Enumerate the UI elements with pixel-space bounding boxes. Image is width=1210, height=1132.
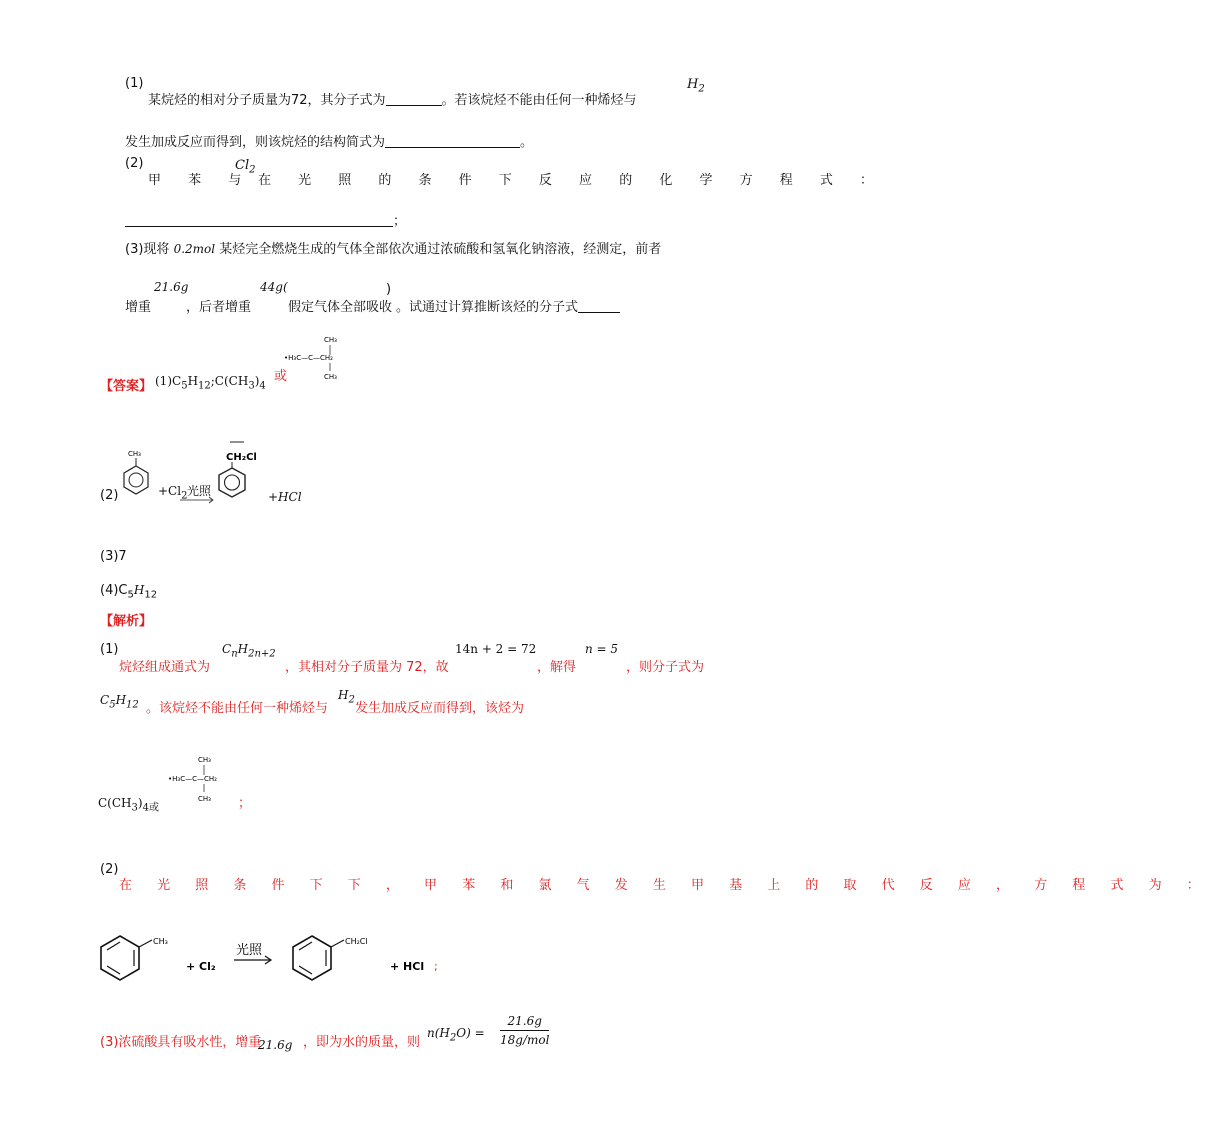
q3-e: 假定气体全部吸收 (288, 300, 393, 315)
benzyl-ch2cl-label: CH₂Cl (226, 452, 257, 463)
analysis-reaction-scheme (90, 928, 450, 990)
answer-2-num: (2) (100, 488, 119, 503)
q2-text-a: 甲 苯 与 (148, 173, 253, 188)
answer-2-hcl: +HCl (268, 490, 302, 504)
analysis-1-h2: $H_2$ (338, 688, 355, 706)
analysis-3-n: $n(H_2O)$ = (427, 1026, 485, 1044)
analysis-1-formula: $C_nH_{2n+2}$ (222, 642, 276, 660)
q3-f (396, 296, 620, 315)
analysis-3-a: (3)浓硫酸具有吸水性，增重 (100, 1035, 262, 1050)
toluene-ch3-label: CH₃ (128, 450, 141, 458)
analysis-3-m: 21.6g (258, 1038, 293, 1052)
fraction-numerator: 21.6g (507, 1014, 542, 1028)
analysis-struct-ch3-top: CH₃ (198, 756, 211, 764)
q1-line2 (125, 131, 533, 150)
q3-paren: ) (386, 282, 392, 297)
answer-3: (3)7 (100, 549, 127, 564)
analysis-struct-ch3-bottom: CH₃ (198, 795, 211, 803)
q2-number: (2) (125, 156, 144, 171)
analysis-1-num: (1) (100, 642, 119, 657)
q3-text-b: 某烃完全燃烧生成的气体全部依次通过浓硫酸和氢氧化钠溶液，经测定，前者 (219, 242, 662, 257)
analysis-1-struct: $C(CH_3)_{4或}$ (98, 796, 159, 814)
rx-plus-hcl: + HCl (390, 960, 425, 973)
q1-line1 (148, 89, 637, 108)
analysis-1-c: ，解得 (537, 660, 577, 675)
analysis-3-fraction (500, 1014, 549, 1047)
q1-blank-structure[interactable] (385, 135, 520, 148)
answer-structure-neopentane (284, 333, 364, 381)
rx-ch3: CH₃ (153, 937, 168, 946)
q3-text-a: (3)现将 (125, 242, 170, 257)
q1-line2-text: 发生加成反应而得到，则该烷烃的结构简式为 (125, 135, 386, 150)
q3-c: 增重 (125, 300, 152, 315)
analysis-tag: 【解析】 (100, 614, 153, 629)
q3-m2: 44g( (260, 280, 288, 294)
rx-condition: 光照 (236, 943, 263, 958)
q3-f-text: 。试通过计算推断该烃的分子式 (396, 300, 579, 315)
analysis-1-semi: ； (238, 796, 252, 811)
analysis-1-b: ，其相对分子质量为 72，故 (285, 660, 449, 675)
fraction-denominator: 18g/mol (500, 1033, 550, 1047)
rx-plus-cl2: + Cl₂ (186, 960, 216, 973)
q1-number: (1) (125, 76, 144, 91)
q3-m1: 21.6g (154, 280, 189, 294)
q1-blank-formula[interactable] (386, 93, 442, 106)
answer-2-plus: $+Cl_2$ (158, 484, 188, 502)
q2-end: ； (393, 214, 407, 229)
q1-text-a: 某烷烃的相对分子质量为72，其分子式为 (148, 93, 386, 108)
q3-d: ，后者增重 (186, 300, 252, 315)
q2-line1b (258, 169, 885, 188)
q2-text-b: 在 光 照 的 条 件 下 反 应 的 化 学 方 程 式 ： (258, 173, 885, 188)
q3-mol: 0.2mol (173, 242, 216, 256)
answer-tag: 【答案】 (100, 379, 153, 394)
answer-2-cond: 光照 (187, 484, 212, 498)
analysis-2-text (119, 874, 1210, 893)
q3-line1 (125, 238, 661, 257)
analysis-1-d: ，则分子式为 (626, 660, 705, 675)
analysis-2-num: (2) (100, 862, 119, 877)
struct-ch3-top: CH₃ (324, 336, 337, 344)
answer-2-arrow (180, 496, 216, 504)
answer-toluene (116, 448, 156, 500)
rx-ch2cl: CH₂Cl (345, 937, 368, 946)
analysis-1-a: 烷烃组成通式为 (119, 660, 211, 675)
q2-line2 (125, 210, 406, 229)
answer-1: $(1)C_5H_{12};C(CH_3)_4$ (155, 374, 266, 392)
q2-cl2: $Cl_2$ (235, 158, 256, 176)
answer-or: 或 (274, 369, 288, 384)
analysis-3-b: ，即为水的质量，则 (303, 1035, 421, 1050)
analysis-1-f: 发生加成反应而得到，该烃为 (355, 701, 525, 716)
analysis-1-e: 。该烷烃不能由任何一种烯烃与 (146, 701, 329, 716)
analysis-1-eq: 14n + 2 = 72 (455, 642, 537, 656)
analysis-2-text-span: 在 光 照 条 件 下 下 ， 甲 苯 和 氯 气 发 生 甲 基 上 的 取 代 反 应 ， 方 程 式 为 ： (119, 878, 1210, 893)
analysis-1-n5: n = 5 (585, 642, 619, 656)
analysis-structure-neopentane (168, 753, 244, 803)
struct-h3c-row: •H₃C—C—CH₂ (284, 354, 333, 362)
q1-line2-end: 。 (520, 135, 534, 150)
analysis-struct-h3c-row: •H₃C—C—CH₂ (168, 775, 217, 783)
struct-ch3-bottom: CH₃ (324, 373, 337, 381)
answer-4: $(4)C_5H_{12}$ (100, 583, 158, 601)
answer-benzyl-chloride (214, 440, 264, 502)
q3-blank-formula[interactable] (578, 300, 620, 313)
analysis-1-c5h12: $C_5H_{12}$ (100, 693, 139, 711)
rx-semi: ; (434, 960, 438, 973)
q2-blank-equation[interactable] (125, 214, 393, 227)
q1-h2: $H_2$ (687, 77, 705, 95)
q1-text-b: 。若该烷烃不能由任何一种烯烃与 (441, 93, 637, 108)
